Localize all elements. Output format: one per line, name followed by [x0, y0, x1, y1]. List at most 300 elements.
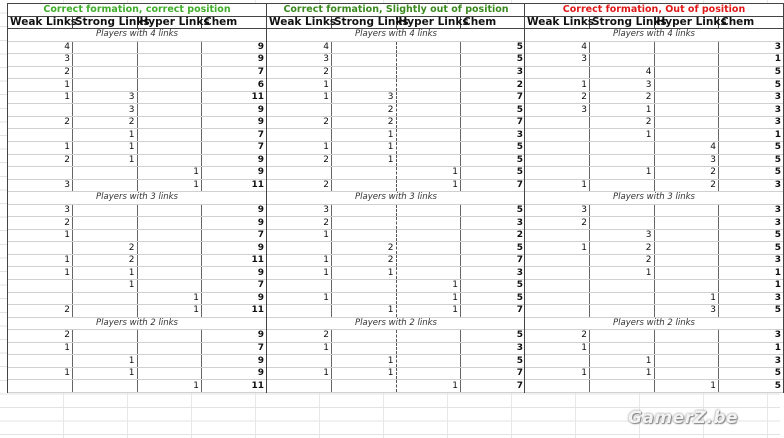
chem-cell[interactable]: 11 [202, 179, 267, 192]
chem-cell[interactable]: 7 [461, 305, 526, 318]
chem-cell[interactable]: 3 [461, 217, 526, 230]
link-cell[interactable] [137, 204, 202, 217]
link-cell[interactable]: 1 [396, 305, 461, 318]
link-cell[interactable] [654, 217, 719, 230]
link-cell[interactable] [332, 167, 397, 180]
link-cell[interactable] [8, 129, 73, 142]
chem-cell[interactable]: 7 [461, 116, 526, 129]
column-header[interactable]: Weak Links [527, 15, 595, 28]
link-cell[interactable] [525, 229, 590, 242]
chem-cell[interactable]: 9 [202, 104, 267, 117]
link-cell[interactable] [396, 367, 461, 380]
link-cell[interactable] [332, 342, 397, 355]
link-cell[interactable]: 1 [8, 367, 73, 380]
link-cell[interactable]: 2 [8, 330, 73, 343]
link-cell[interactable] [525, 66, 590, 79]
link-cell[interactable]: 1 [654, 292, 719, 305]
link-cell[interactable] [267, 305, 332, 318]
link-cell[interactable] [396, 142, 461, 155]
link-cell[interactable]: 4 [525, 41, 590, 54]
link-cell[interactable]: 2 [590, 116, 655, 129]
link-cell[interactable] [654, 129, 719, 142]
chem-cell[interactable]: 7 [461, 367, 526, 380]
link-cell[interactable]: 1 [73, 154, 138, 167]
link-cell[interactable]: 1 [396, 280, 461, 293]
link-cell[interactable] [525, 380, 590, 393]
chem-cell[interactable]: 5 [461, 142, 526, 155]
link-cell[interactable]: 2 [332, 104, 397, 117]
link-cell[interactable]: 1 [332, 355, 397, 368]
link-cell[interactable] [73, 229, 138, 242]
link-cell[interactable]: 3 [332, 91, 397, 104]
link-cell[interactable] [137, 54, 202, 67]
link-cell[interactable] [590, 330, 655, 343]
link-cell[interactable] [332, 179, 397, 192]
link-cell[interactable]: 2 [267, 217, 332, 230]
chem-cell[interactable]: 3 [461, 129, 526, 142]
link-cell[interactable]: 1 [525, 79, 590, 92]
link-cell[interactable]: 3 [590, 79, 655, 92]
link-cell[interactable] [137, 79, 202, 92]
link-cell[interactable] [654, 66, 719, 79]
link-cell[interactable] [396, 91, 461, 104]
link-cell[interactable] [396, 217, 461, 230]
chem-cell[interactable]: 5 [719, 167, 784, 180]
link-cell[interactable] [654, 254, 719, 267]
chem-cell[interactable]: 3 [719, 204, 784, 217]
column-header[interactable]: Weak Links [10, 15, 78, 28]
column-header[interactable]: Hyper Links [654, 16, 719, 29]
link-cell[interactable] [590, 54, 655, 67]
link-cell[interactable]: 4 [8, 41, 73, 54]
link-cell[interactable] [73, 66, 138, 79]
link-cell[interactable]: 1 [73, 129, 138, 142]
link-cell[interactable] [654, 355, 719, 368]
link-cell[interactable] [8, 167, 73, 180]
chem-cell[interactable]: 3 [719, 355, 784, 368]
link-cell[interactable] [525, 116, 590, 129]
link-cell[interactable] [396, 66, 461, 79]
link-cell[interactable]: 1 [590, 167, 655, 180]
link-cell[interactable] [654, 91, 719, 104]
chem-cell[interactable]: 11 [202, 91, 267, 104]
section-label[interactable]: Players with 3 links [525, 192, 783, 205]
link-cell[interactable]: 2 [73, 116, 138, 129]
link-cell[interactable]: 3 [654, 305, 719, 318]
link-cell[interactable]: 3 [8, 204, 73, 217]
section-label[interactable]: Players with 4 links [267, 29, 525, 42]
link-cell[interactable] [590, 142, 655, 155]
link-cell[interactable]: 2 [8, 217, 73, 230]
link-cell[interactable]: 1 [332, 154, 397, 167]
link-cell[interactable]: 1 [332, 267, 397, 280]
link-cell[interactable] [396, 355, 461, 368]
link-cell[interactable]: 2 [332, 116, 397, 129]
link-cell[interactable] [267, 104, 332, 117]
column-header[interactable]: Hyper Links [396, 16, 461, 29]
link-cell[interactable] [654, 229, 719, 242]
link-cell[interactable] [73, 79, 138, 92]
link-cell[interactable] [73, 330, 138, 343]
link-cell[interactable]: 1 [73, 355, 138, 368]
link-cell[interactable]: 4 [654, 142, 719, 155]
link-cell[interactable] [525, 142, 590, 155]
section-label[interactable]: Players with 2 links [525, 317, 783, 330]
link-cell[interactable]: 1 [267, 367, 332, 380]
chem-cell[interactable]: 1 [719, 280, 784, 293]
link-cell[interactable] [654, 79, 719, 92]
link-cell[interactable] [267, 242, 332, 255]
chem-cell[interactable]: 5 [719, 66, 784, 79]
link-cell[interactable] [332, 330, 397, 343]
link-cell[interactable] [137, 355, 202, 368]
chem-cell[interactable]: 7 [461, 254, 526, 267]
link-cell[interactable]: 1 [396, 380, 461, 393]
link-cell[interactable] [654, 342, 719, 355]
block-title[interactable]: Correct formation, correct position [8, 4, 266, 17]
link-cell[interactable] [8, 242, 73, 255]
link-cell[interactable] [137, 104, 202, 117]
link-cell[interactable]: 2 [8, 305, 73, 318]
link-cell[interactable] [654, 267, 719, 280]
chem-cell[interactable]: 9 [202, 167, 267, 180]
chem-cell[interactable]: 9 [202, 154, 267, 167]
link-cell[interactable] [137, 330, 202, 343]
link-cell[interactable] [137, 154, 202, 167]
link-cell[interactable]: 2 [73, 242, 138, 255]
link-cell[interactable]: 2 [590, 242, 655, 255]
chem-cell[interactable]: 7 [202, 66, 267, 79]
link-cell[interactable] [525, 280, 590, 293]
link-cell[interactable]: 3 [73, 91, 138, 104]
link-cell[interactable] [137, 342, 202, 355]
link-cell[interactable] [396, 330, 461, 343]
link-cell[interactable]: 2 [590, 254, 655, 267]
column-header[interactable]: Chem [202, 16, 267, 29]
link-cell[interactable] [332, 229, 397, 242]
chem-cell[interactable]: 7 [202, 229, 267, 242]
chem-cell[interactable]: 7 [461, 91, 526, 104]
link-cell[interactable]: 1 [332, 305, 397, 318]
link-cell[interactable] [137, 91, 202, 104]
link-cell[interactable]: 1 [654, 380, 719, 393]
chem-cell[interactable]: 1 [719, 267, 784, 280]
link-cell[interactable] [590, 292, 655, 305]
chem-cell[interactable]: 2 [461, 79, 526, 92]
link-cell[interactable]: 2 [525, 91, 590, 104]
link-cell[interactable] [525, 154, 590, 167]
link-cell[interactable]: 1 [525, 242, 590, 255]
chem-cell[interactable]: 5 [719, 229, 784, 242]
link-cell[interactable] [137, 41, 202, 54]
link-cell[interactable] [525, 305, 590, 318]
link-cell[interactable] [654, 204, 719, 217]
link-cell[interactable] [525, 167, 590, 180]
link-cell[interactable]: 2 [267, 66, 332, 79]
link-cell[interactable] [267, 167, 332, 180]
link-cell[interactable] [525, 292, 590, 305]
chem-cell[interactable]: 9 [202, 355, 267, 368]
link-cell[interactable]: 1 [525, 367, 590, 380]
link-cell[interactable]: 1 [267, 142, 332, 155]
link-cell[interactable] [73, 292, 138, 305]
link-cell[interactable] [267, 355, 332, 368]
link-cell[interactable] [396, 254, 461, 267]
link-cell[interactable]: 1 [8, 342, 73, 355]
link-cell[interactable] [137, 280, 202, 293]
link-cell[interactable] [73, 167, 138, 180]
chem-cell[interactable]: 5 [461, 280, 526, 293]
chem-cell[interactable]: 6 [202, 79, 267, 92]
link-cell[interactable] [525, 254, 590, 267]
column-header[interactable]: Strong Links [332, 16, 397, 29]
link-cell[interactable]: 1 [8, 142, 73, 155]
link-cell[interactable]: 2 [267, 116, 332, 129]
link-cell[interactable]: 3 [8, 54, 73, 67]
chem-cell[interactable]: 9 [202, 242, 267, 255]
link-cell[interactable]: 3 [654, 154, 719, 167]
chem-cell[interactable]: 5 [461, 292, 526, 305]
section-label[interactable]: Players with 3 links [8, 192, 266, 205]
chem-cell[interactable]: 5 [461, 330, 526, 343]
link-cell[interactable]: 2 [8, 154, 73, 167]
chem-cell[interactable]: 3 [461, 66, 526, 79]
link-cell[interactable]: 1 [590, 267, 655, 280]
link-cell[interactable]: 1 [137, 167, 202, 180]
link-cell[interactable] [137, 66, 202, 79]
chem-cell[interactable]: 11 [202, 254, 267, 267]
link-cell[interactable]: 2 [654, 179, 719, 192]
section-label[interactable]: Players with 4 links [525, 29, 783, 42]
link-cell[interactable]: 1 [267, 229, 332, 242]
link-cell[interactable] [332, 66, 397, 79]
link-cell[interactable]: 1 [332, 142, 397, 155]
link-cell[interactable]: 1 [396, 179, 461, 192]
chem-cell[interactable]: 5 [461, 54, 526, 67]
link-cell[interactable] [332, 280, 397, 293]
column-header[interactable]: Chem [461, 16, 526, 29]
chem-cell[interactable]: 2 [461, 229, 526, 242]
link-cell[interactable]: 2 [332, 254, 397, 267]
chem-cell[interactable]: 3 [719, 254, 784, 267]
chem-cell[interactable]: 9 [202, 267, 267, 280]
chem-cell[interactable]: 9 [202, 367, 267, 380]
link-cell[interactable]: 1 [137, 380, 202, 393]
link-cell[interactable] [654, 242, 719, 255]
chem-cell[interactable]: 7 [461, 179, 526, 192]
chem-cell[interactable]: 3 [719, 91, 784, 104]
link-cell[interactable] [590, 380, 655, 393]
link-cell[interactable]: 1 [137, 179, 202, 192]
link-cell[interactable]: 1 [396, 167, 461, 180]
chem-cell[interactable]: 7 [202, 129, 267, 142]
link-cell[interactable] [332, 204, 397, 217]
link-cell[interactable] [654, 330, 719, 343]
link-cell[interactable]: 1 [590, 367, 655, 380]
chem-cell[interactable]: 1 [719, 54, 784, 67]
chem-cell[interactable]: 7 [202, 142, 267, 155]
link-cell[interactable]: 1 [137, 305, 202, 318]
chem-cell[interactable]: 5 [461, 167, 526, 180]
link-cell[interactable] [396, 129, 461, 142]
link-cell[interactable]: 3 [525, 104, 590, 117]
link-cell[interactable] [137, 229, 202, 242]
chem-cell[interactable]: 9 [202, 116, 267, 129]
link-cell[interactable]: 2 [267, 154, 332, 167]
link-cell[interactable]: 1 [137, 292, 202, 305]
link-cell[interactable]: 4 [267, 41, 332, 54]
chem-cell[interactable]: 5 [461, 41, 526, 54]
link-cell[interactable] [73, 54, 138, 67]
chem-cell[interactable]: 5 [719, 79, 784, 92]
link-cell[interactable] [332, 217, 397, 230]
section-label[interactable]: Players with 2 links [267, 317, 525, 330]
link-cell[interactable]: 1 [8, 91, 73, 104]
chem-cell[interactable]: 3 [719, 104, 784, 117]
link-cell[interactable] [73, 217, 138, 230]
link-cell[interactable] [73, 179, 138, 192]
link-cell[interactable] [590, 342, 655, 355]
link-cell[interactable]: 1 [590, 104, 655, 117]
chem-cell[interactable]: 5 [719, 367, 784, 380]
chem-cell[interactable]: 9 [202, 41, 267, 54]
chem-cell[interactable]: 9 [202, 330, 267, 343]
link-cell[interactable] [590, 305, 655, 318]
link-cell[interactable] [267, 380, 332, 393]
chem-cell[interactable]: 3 [719, 116, 784, 129]
column-header[interactable]: Strong Links [73, 16, 138, 29]
link-cell[interactable] [590, 280, 655, 293]
link-cell[interactable] [396, 229, 461, 242]
link-cell[interactable] [332, 41, 397, 54]
chem-cell[interactable]: 7 [461, 380, 526, 393]
link-cell[interactable] [525, 267, 590, 280]
link-cell[interactable] [590, 217, 655, 230]
chem-cell[interactable]: 5 [461, 355, 526, 368]
link-cell[interactable] [8, 380, 73, 393]
link-cell[interactable]: 4 [590, 66, 655, 79]
link-cell[interactable] [590, 41, 655, 54]
chem-cell[interactable]: 5 [719, 142, 784, 155]
link-cell[interactable] [137, 116, 202, 129]
link-cell[interactable]: 1 [267, 267, 332, 280]
link-cell[interactable]: 2 [590, 91, 655, 104]
link-cell[interactable] [267, 129, 332, 142]
link-cell[interactable] [590, 204, 655, 217]
link-cell[interactable] [590, 179, 655, 192]
link-cell[interactable]: 2 [332, 242, 397, 255]
link-cell[interactable] [525, 129, 590, 142]
chem-cell[interactable]: 7 [202, 280, 267, 293]
link-cell[interactable]: 1 [267, 79, 332, 92]
link-cell[interactable] [396, 342, 461, 355]
block-title[interactable]: Correct formation, Slightly out of position [267, 4, 525, 17]
chem-cell[interactable]: 11 [202, 380, 267, 393]
block-title[interactable]: Correct formation, Out of position [525, 4, 783, 17]
link-cell[interactable]: 1 [332, 129, 397, 142]
link-cell[interactable]: 1 [332, 367, 397, 380]
link-cell[interactable]: 2 [525, 330, 590, 343]
link-cell[interactable] [137, 267, 202, 280]
link-cell[interactable] [137, 367, 202, 380]
chem-cell[interactable]: 3 [719, 41, 784, 54]
chem-cell[interactable]: 3 [719, 217, 784, 230]
chem-cell[interactable]: 5 [461, 204, 526, 217]
chem-cell[interactable]: 5 [719, 380, 784, 393]
link-cell[interactable]: 3 [525, 204, 590, 217]
column-header[interactable]: Weak Links [269, 15, 337, 28]
link-cell[interactable] [654, 41, 719, 54]
chem-cell[interactable]: 5 [719, 154, 784, 167]
link-cell[interactable]: 1 [396, 292, 461, 305]
link-cell[interactable]: 1 [73, 280, 138, 293]
link-cell[interactable]: 3 [267, 204, 332, 217]
link-cell[interactable] [8, 104, 73, 117]
link-cell[interactable] [396, 204, 461, 217]
chem-cell[interactable]: 11 [202, 305, 267, 318]
link-cell[interactable] [8, 292, 73, 305]
link-cell[interactable] [332, 54, 397, 67]
link-cell[interactable] [396, 116, 461, 129]
chem-cell[interactable]: 3 [719, 330, 784, 343]
link-cell[interactable]: 1 [73, 367, 138, 380]
link-cell[interactable]: 2 [267, 330, 332, 343]
link-cell[interactable] [654, 54, 719, 67]
link-cell[interactable]: 1 [267, 292, 332, 305]
link-cell[interactable]: 1 [73, 267, 138, 280]
link-cell[interactable] [396, 54, 461, 67]
link-cell[interactable]: 1 [525, 179, 590, 192]
link-cell[interactable] [137, 129, 202, 142]
chem-cell[interactable]: 5 [461, 242, 526, 255]
link-cell[interactable] [137, 142, 202, 155]
link-cell[interactable] [267, 280, 332, 293]
chem-cell[interactable]: 3 [719, 179, 784, 192]
chem-cell[interactable]: 9 [202, 292, 267, 305]
link-cell[interactable]: 1 [8, 79, 73, 92]
link-cell[interactable] [73, 342, 138, 355]
link-cell[interactable] [73, 204, 138, 217]
chem-cell[interactable]: 5 [461, 154, 526, 167]
link-cell[interactable]: 1 [267, 342, 332, 355]
chem-cell[interactable]: 9 [202, 217, 267, 230]
chem-cell[interactable]: 1 [719, 129, 784, 142]
link-cell[interactable] [332, 292, 397, 305]
column-header[interactable]: Strong Links [590, 16, 655, 29]
link-cell[interactable]: 3 [73, 104, 138, 117]
link-cell[interactable]: 1 [590, 355, 655, 368]
link-cell[interactable] [332, 380, 397, 393]
chem-cell[interactable]: 3 [461, 342, 526, 355]
chem-cell[interactable]: 9 [202, 204, 267, 217]
link-cell[interactable]: 2 [267, 179, 332, 192]
link-cell[interactable]: 1 [73, 142, 138, 155]
link-cell[interactable] [332, 79, 397, 92]
link-cell[interactable]: 2 [73, 254, 138, 267]
chem-cell[interactable]: 3 [461, 267, 526, 280]
link-cell[interactable] [137, 217, 202, 230]
chem-cell[interactable]: 5 [719, 242, 784, 255]
link-cell[interactable]: 1 [525, 342, 590, 355]
link-cell[interactable]: 1 [590, 129, 655, 142]
link-cell[interactable]: 3 [590, 229, 655, 242]
link-cell[interactable]: 1 [267, 91, 332, 104]
section-label[interactable]: Players with 3 links [267, 192, 525, 205]
link-cell[interactable]: 2 [8, 116, 73, 129]
link-cell[interactable] [525, 355, 590, 368]
link-cell[interactable] [73, 41, 138, 54]
link-cell[interactable] [8, 355, 73, 368]
